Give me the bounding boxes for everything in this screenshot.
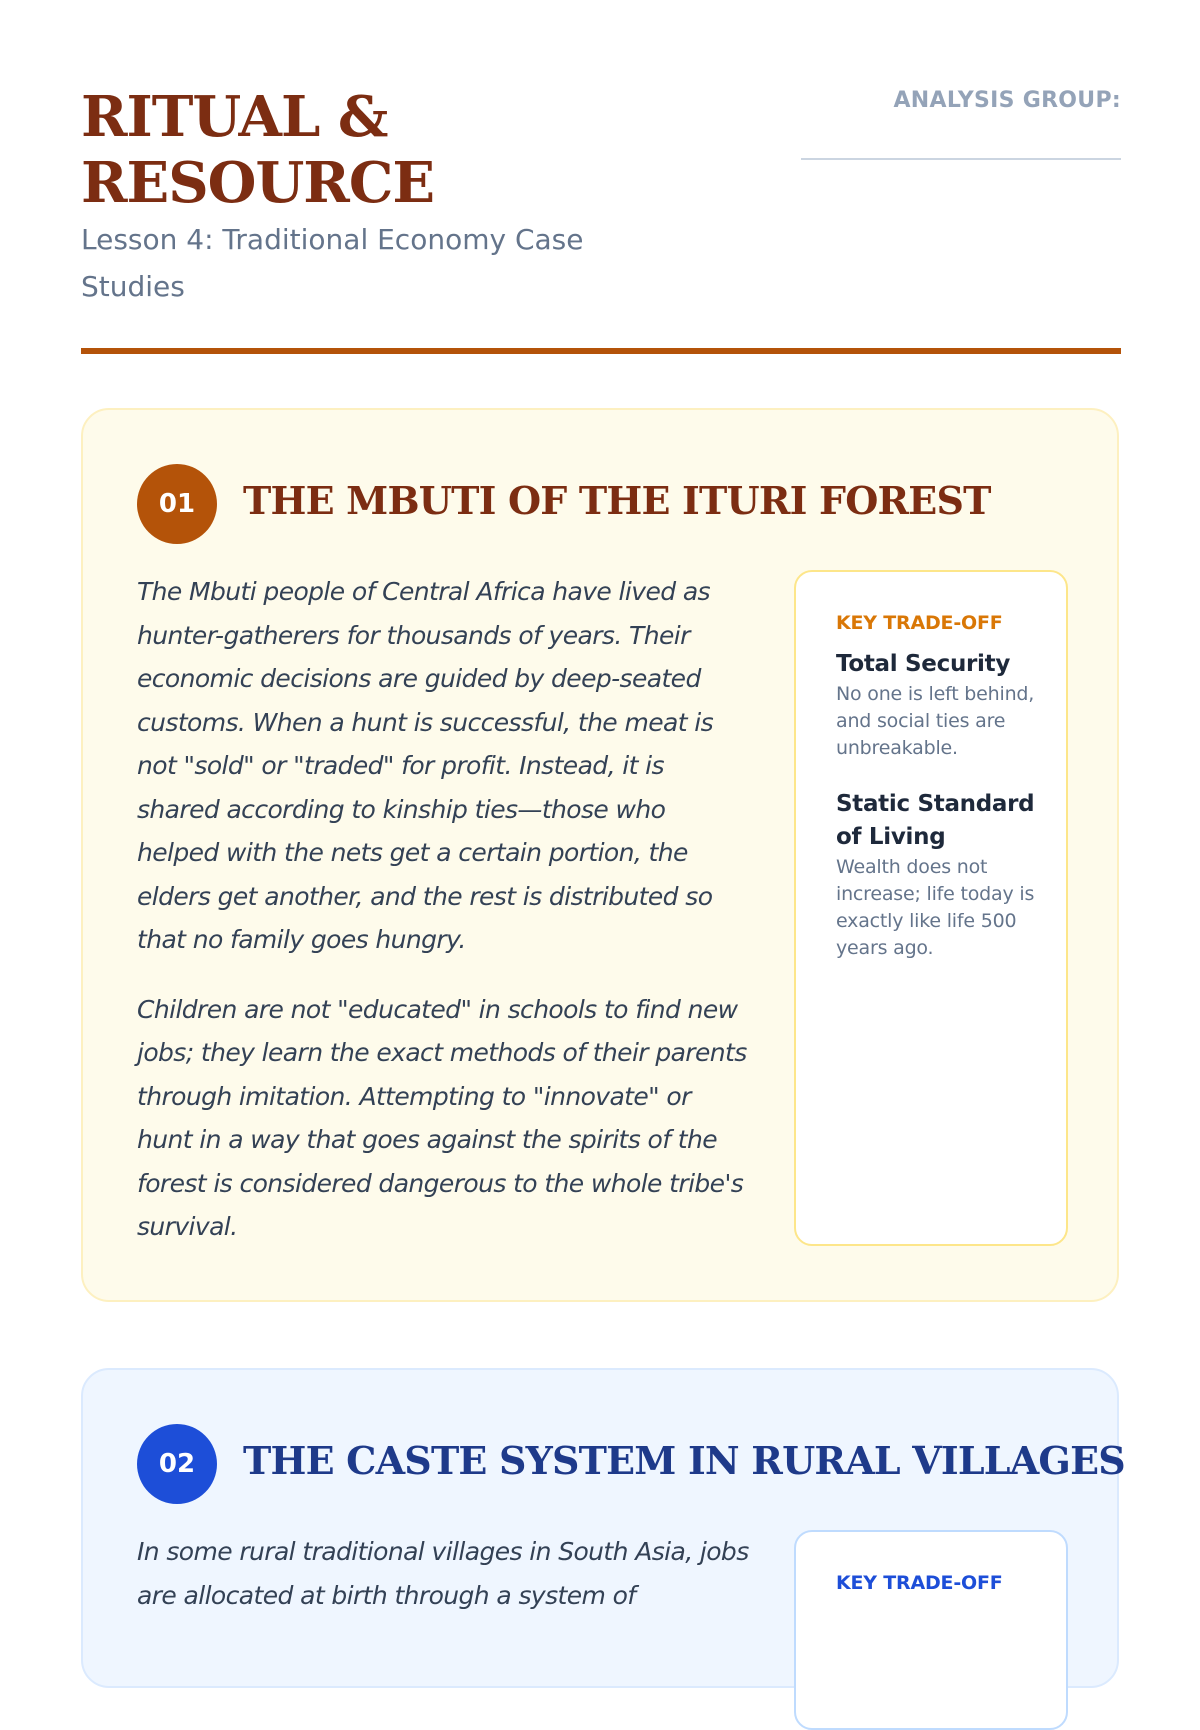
tradeoff-point-title: Total Security [836, 651, 1011, 677]
tradeoff-panel [794, 1530, 1068, 1730]
header-divider [81, 348, 1121, 354]
page-title-line-1: RITUAL & [81, 84, 388, 150]
page-header [81, 84, 1121, 354]
tradeoff-panel [794, 570, 1068, 1246]
case-number-badge: 01 [137, 464, 217, 544]
page-title [81, 84, 641, 216]
case-paragraph: Children are not "educated" in schools to find new jobs; they learn the exact methods of their parents through imitation. Attempting to "innovate" or hunt in a way that goes against the spirits of the forest is considered dangerous to the whole tribe's survival. [137, 994, 747, 1241]
case-title: THE MBUTI OF THE ITURI FOREST [243, 478, 991, 523]
case-body [137, 1530, 752, 1643]
case-study-card [81, 408, 1119, 1302]
page-subtitle: Lesson 4: Traditional Economy Case Studies [81, 223, 584, 303]
analysis-group-field[interactable] [801, 158, 1121, 160]
case-body [137, 570, 752, 1275]
tradeoff-point-description: No one is left behind, and social ties are unbreakable. [836, 683, 1035, 759]
tradeoff-point-description: Wealth does not increase; life today is exactly like life 500 years ago. [836, 856, 1035, 959]
analysis-group-label: ANALYSIS GROUP: [893, 88, 1121, 113]
tradeoff-point-title: Static Standard of Living [836, 791, 1035, 850]
tradeoff-label: KEY TRADE-OFF [836, 612, 1003, 634]
case-title: THE CASTE SYSTEM IN RURAL VILLAGES [243, 1438, 1125, 1483]
case-paragraph: The Mbuti people of Central Africa have lived as hunter-gatherers for thousands of years. Their economic decisions are guided by deep-seated customs. When a hunt is successful, the meat is not "sold" or "traded" for profit. Instead, it is shared according to kinship ties—those who helped with the nets get a certain portion, the elders get another, and the rest is distributed so that no family goes hungry. [137, 577, 714, 954]
case-paragraph: In some rural traditional villages in South Asia, jobs are allocated at birth through a system of [137, 1537, 749, 1610]
case-number-badge: 02 [137, 1424, 217, 1504]
page-title-line-2: RESOURCE [81, 150, 435, 216]
case-study-card [81, 1368, 1125, 1688]
tradeoff-label: KEY TRADE-OFF [836, 1572, 1003, 1594]
